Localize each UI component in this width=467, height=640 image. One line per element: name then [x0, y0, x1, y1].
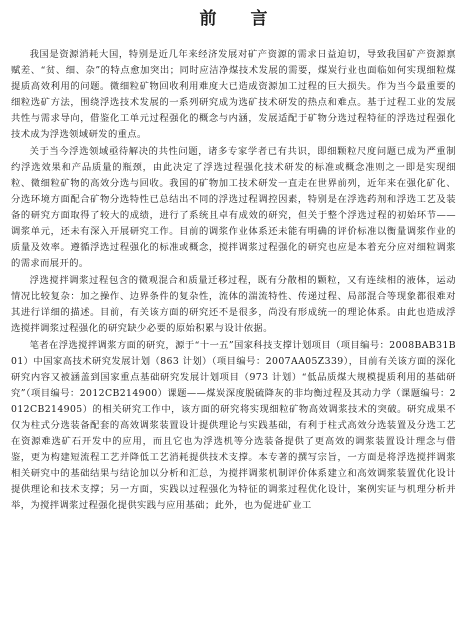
paragraph-2: 关于当今浮选领域亟待解决的共性问题，诸多专家学者已有共识，即细颗粒尺度问题已成为严重制约浮选效果和产品质量的瓶颈，由此决定了浮选过程强化技术研发的标准或概念准则之一即是实现细粒、微细粒矿物的高效分选与回收。我国的矿物加工技术研发一直走在世界前列，近年来在强化矿化、分选环境方面配合矿物分选特性已总结出不同的浮选过程调控因素，特别是在浮选药剂和浮选工艺及装备的研究方面取得了较大的成绩，进行了系统且卓有成效的研究，但关于整个浮选过程的初始环节——调浆单元，还未有深入开展研究工作。目前的调浆作业体系还未能有明确的评价标准以衡量调浆作业的质量及效率。遵循浮选过程强化的标准或概念，搅拌调浆过程强化的研究也应是本着充分应对细粒调浆的需求而展开的。: [11, 146, 456, 269]
paragraph-3: 浮选搅拌调浆过程包含的微观混合和质量迁移过程，既有分散相的颗粒，又有连续相的液体，运动情况比较复杂：加之操作、边界条件的复杂性，流体的湍流特性、传递过程、局部混合等现象都很难对其进行详细的描述。目前，有关该方面的研究还不是很多，尚没有形成统一的理论体系。由此也造成浮选搅拌调浆过程强化的研究缺少必要的原始积累与设计依据。: [11, 275, 456, 334]
paragraph-4: 笔者在浮选搅拌调浆方面的研究，源于“十一五”国家科技支撑计划项目（项目编号：2008BAB31B01）中国家高技术研究发展计划（863 计划）（项目编号：2007AA05Z339），目前有关该方面的深化研究内容又被涵盖到国家重点基础研究发展计划项目（973 计划）“低品质煤大规模提质利用的基础研究”（项目编号：2012CB214900）课题——煤炭深度脱硫降灰的非均衡过程及其动力学（课题编号：2012CB214905）的相关研究工作中，该方面的研究将实现细粒矿物高效调浆技术的突破。研究成果不仅为柱式分选装备配套的高效调浆装置设计提供理论与实践基础，有利于柱式高效分选装置及分选工艺在资源难选矿石开发中的应用，而且它也为浮选机等分选装备提供了更高效的调浆装置设计理念与借鉴，更为构建短流程工艺并降低工艺消耗提供技术支撑。本专著的撰写宗旨，一方面是将浮选搅拌调浆相关研究中的基础结果与结论加以分析和汇总，为搅拌调浆机制评价体系建立和高效调浆装置优化设计提供理论和技术支撑；另一方面，实践以过程强化为特征的调浆过程优化设计，案例实证与机理分析并举，为搅拌调浆过程强化提供实践与应用基础；此外，也为促进矿业工: [11, 340, 456, 511]
paragraph-1: 我国是资源消耗大国，特别是近几年来经济发展对矿产资源的需求日益迫切，导致我国矿产资源禀赋差、“贫、细、杂”的特点愈加突出；同时应洁净煤技术发展的需要，煤炭行业也面临如何实现细粒煤提质高效利用的问题。微细粒矿物回收利用难度大已造成资源加工过程的巨大损失。作为当今最重要的细粒选矿方法，围绕浮选技术发展的一系列研究成为选矿技术研发的热点和难点。基于过程工业的发展共性与需求导向，借鉴化工单元过程强化的概念与内涵，发展适配于矿物分选过程特征的浮选过程强化技术成为浮选领域研发的重点。: [11, 49, 456, 140]
page-title: 前 言: [199, 9, 282, 29]
